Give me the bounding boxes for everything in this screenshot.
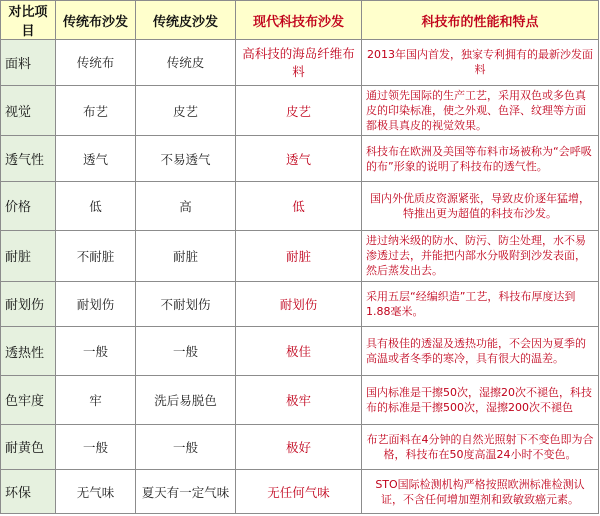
tech-cloth-cell: 耐划伤	[236, 281, 362, 327]
traditional-leather-cell: 夏天有一定气味	[136, 470, 236, 514]
row-label: 价格	[1, 182, 56, 231]
header-tech-cloth-features: 科技布的性能和特点	[362, 1, 599, 40]
table-row	[1, 375, 599, 424]
table-row	[1, 85, 599, 136]
header-traditional-cloth-sofa: 传统布沙发	[56, 1, 136, 40]
traditional-leather-cell: 传统皮	[136, 40, 236, 86]
feature-description-cell: STO国际检测机构严格按照欧洲标准检测认证，不含任何增加塑剂和致敏致癌元素。	[362, 470, 599, 514]
traditional-cloth-cell: 一般	[56, 424, 136, 470]
row-label: 色牢度	[1, 375, 56, 424]
table-row	[1, 470, 599, 514]
feature-description-cell: 科技布在欧洲及美国等布料市场被称为“会呼吸的布”形象的说明了科技布的透气性。	[362, 136, 599, 182]
table-row	[1, 281, 599, 327]
header-tech-cloth-sofa: 现代科技布沙发	[236, 1, 362, 40]
traditional-cloth-cell: 一般	[56, 327, 136, 376]
row-label: 环保	[1, 470, 56, 514]
feature-description-cell: 具有极佳的透湿及透热功能，不会因为夏季的高温或者冬季的寒冷，具有很大的温差。	[362, 327, 599, 376]
tech-cloth-cell: 耐脏	[236, 230, 362, 281]
traditional-cloth-cell: 传统布	[56, 40, 136, 86]
table-row	[1, 327, 599, 376]
tech-cloth-cell: 极好	[236, 424, 362, 470]
table-row	[1, 230, 599, 281]
feature-description-cell: 布艺面料在4分钟的自然光照射下不变色即为合格，科技布在50度高温24小时不变色。	[362, 424, 599, 470]
row-label: 耐黄色	[1, 424, 56, 470]
feature-description-cell: 通过领先国际的生产工艺，采用双色或多色真皮的印染标准，使之外观、色泽、纹理等方面都极具真皮的视觉效果。	[362, 85, 599, 136]
row-label: 面料	[1, 40, 56, 86]
tech-cloth-cell: 高科技的海岛纤维布料	[236, 40, 362, 86]
row-label: 耐脏	[1, 230, 56, 281]
traditional-cloth-cell: 布艺	[56, 85, 136, 136]
traditional-cloth-cell: 无气味	[56, 470, 136, 514]
traditional-cloth-cell: 牢	[56, 375, 136, 424]
header-traditional-leather-sofa: 传统皮沙发	[136, 1, 236, 40]
traditional-cloth-cell: 耐划伤	[56, 281, 136, 327]
traditional-leather-cell: 不耐划伤	[136, 281, 236, 327]
tech-cloth-cell: 极牢	[236, 375, 362, 424]
traditional-cloth-cell: 不耐脏	[56, 230, 136, 281]
table-row	[1, 40, 599, 86]
table-row	[1, 424, 599, 470]
header-compare-item: 对比项目	[1, 1, 56, 40]
feature-description-cell: 国内外优质皮资源紧张，导致皮价逐年猛增，特推出更为超值的科技布沙发。	[362, 182, 599, 231]
traditional-leather-cell: 高	[136, 182, 236, 231]
tech-cloth-cell: 透气	[236, 136, 362, 182]
traditional-leather-cell: 洗后易脱色	[136, 375, 236, 424]
tech-cloth-cell: 低	[236, 182, 362, 231]
row-label: 视觉	[1, 85, 56, 136]
traditional-leather-cell: 不易透气	[136, 136, 236, 182]
table-row	[1, 136, 599, 182]
row-label: 透热性	[1, 327, 56, 376]
tech-cloth-cell: 极佳	[236, 327, 362, 376]
feature-description-cell: 2013年国内首发，独家专利拥有的最新沙发面料	[362, 40, 599, 86]
tech-cloth-cell: 皮艺	[236, 85, 362, 136]
traditional-cloth-cell: 低	[56, 182, 136, 231]
feature-description-cell: 国内标准是干擦50次，湿擦20次不褪色，科技布的标准是干擦500次，湿擦200次不褪色	[362, 375, 599, 424]
row-label: 透气性	[1, 136, 56, 182]
traditional-cloth-cell: 透气	[56, 136, 136, 182]
header-row	[1, 1, 599, 40]
table-row	[1, 182, 599, 231]
feature-description-cell: 采用五层“经编织造”工艺，科技布厚度达到1.88毫米。	[362, 281, 599, 327]
traditional-leather-cell: 一般	[136, 327, 236, 376]
traditional-leather-cell: 皮艺	[136, 85, 236, 136]
row-label: 耐划伤	[1, 281, 56, 327]
tech-cloth-cell: 无任何气味	[236, 470, 362, 514]
feature-description-cell: 进过纳米级的防水、防污、防尘处理，水不易渗透过去，并能把内部水分吸附到沙发表面，然后蒸发出去。	[362, 230, 599, 281]
traditional-leather-cell: 一般	[136, 424, 236, 470]
traditional-leather-cell: 耐脏	[136, 230, 236, 281]
